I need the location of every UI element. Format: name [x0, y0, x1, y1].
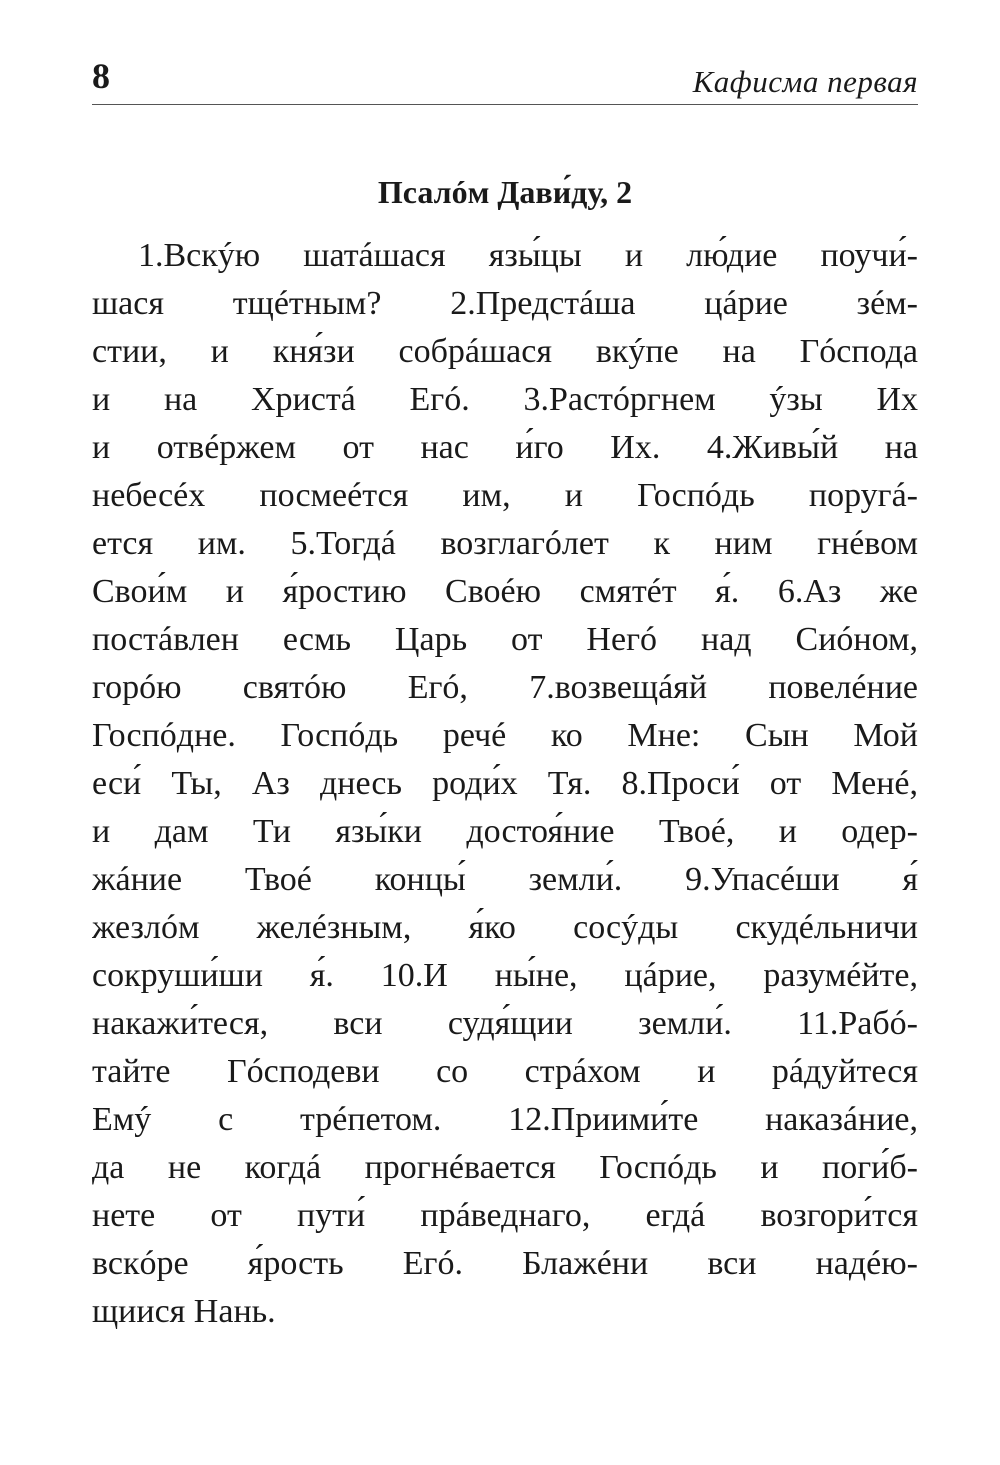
text-line: и на Христá Егó. 3.Растóргнем ýзы Их — [92, 381, 918, 418]
text-line: тайте Гóсподеви со стрáхом и рáдуйтеся — [92, 1053, 918, 1090]
text-line: щиися Нань. — [92, 1293, 276, 1330]
text-line: жезлóм желéзным, я́ко сосýды скудéльничи — [92, 909, 918, 946]
text-line: вскóре я́рость Егó. Блажéни вси надéю- — [92, 1245, 918, 1282]
text-line: жáние Твоé концы́ земли́. 9.Упасéши я́ — [92, 861, 918, 898]
text-line: 1.Вскýю шатáшася язы́цы и лю́дие поучи́- — [138, 237, 918, 274]
text-line: еси́ Ты, Аз днесь роди́х Тя. 8.Проси́ от Менé, — [92, 765, 918, 802]
text-line: и отвéржем от нас и́го Их. 4.Живы́й на — [92, 429, 918, 466]
text-line: Свои́м и я́ростию Своéю смятéт я́. 6.Аз же — [92, 573, 918, 610]
text-line: накажи́теся, вси судя́щии земли́. 11.Рабó- — [92, 1005, 918, 1042]
text-line: ется им. 5.Тогдá возглагóлет к ним гнéвом — [92, 525, 918, 562]
page-number: 8 — [92, 56, 110, 96]
running-head: Кафисма первая — [692, 64, 918, 99]
text-line: Госпóдне. Госпóдь речé ко Мне: Сын Мой — [92, 717, 918, 754]
psalm-title: Псалóм Дави́ду, 2 — [377, 174, 633, 210]
text-line: стии, и кня́зи собрáшася вкýпе на Гóспода — [92, 333, 918, 370]
text-line: горóю святóю Егó, 7.возвещáяй повелéние — [92, 669, 918, 706]
text-line: небесéх посмеéтся им, и Госпóдь поругá- — [92, 477, 918, 514]
text-line: шася тщéтным? 2.Предстáша цáрие зéм- — [92, 285, 918, 322]
text-line: сокруши́ши я́. 10.И ны́не, цáрие, разумéйте, — [92, 957, 918, 994]
text-line: нете от пути́ прáведнаго, егдá возгори́тся — [92, 1197, 918, 1234]
text-line: Емý с трéпетом. 12.Приими́те наказáние, — [92, 1101, 918, 1138]
text-line: да не когдá прогнéвается Госпóдь и поги́б- — [92, 1149, 918, 1186]
text-line: и дам Ти язы́ки достоя́ние Твоé, и одер- — [92, 813, 918, 850]
psalm-text — [92, 232, 918, 1336]
text-line: постáвлен есмь Царь от Негó над Сиóном, — [92, 621, 918, 658]
page-header — [92, 52, 918, 105]
